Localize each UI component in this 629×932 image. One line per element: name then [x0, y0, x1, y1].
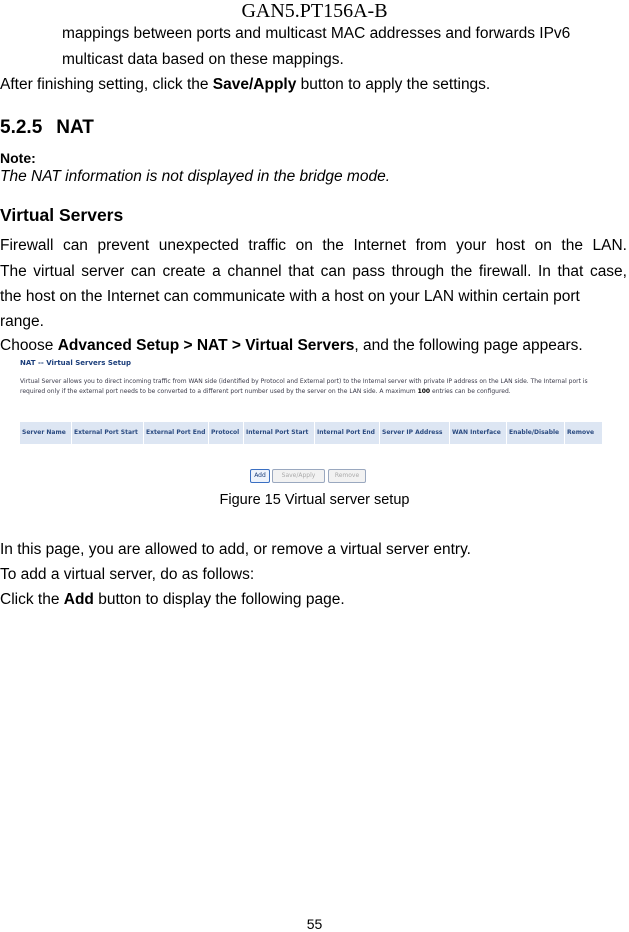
page-number: 55: [306, 916, 323, 932]
intro-line-1: mappings between ports and multicast MAC addresses and forwards IPv6: [62, 25, 571, 42]
table-header-row: [20, 422, 603, 445]
virtual-servers-table: [19, 421, 603, 445]
section-heading: 5.2.5 NAT: [0, 117, 94, 138]
column-header: Enable/Disable: [507, 422, 565, 445]
column-header: WAN Interface: [450, 422, 507, 445]
add-button[interactable]: Add: [250, 469, 270, 483]
figure-caption: Figure 15 Virtual server setup: [219, 492, 410, 508]
choose-instruction: Choose Advanced Setup > NAT > Virtual Servers, and the following page appears.: [0, 337, 583, 354]
column-header: Server Name: [20, 422, 72, 445]
menu-path: Advanced Setup > NAT > Virtual Servers: [57, 337, 355, 354]
body-line-2: To add a virtual server, do as follows:: [0, 566, 255, 583]
note-text: The NAT information is not displayed in the bridge mode.: [0, 168, 390, 185]
column-header: Protocol: [209, 422, 244, 445]
save-apply-button[interactable]: Save/Apply: [272, 469, 325, 483]
nat-description: Virtual Server allows you to direct incoming traffic from WAN side (identified by Protocol and External port) to the Internal server with private IP address on the LAN side. The Internal port is required only if the external port needs to be converted to a different port number used by the server on the LAN side. A maximum 100 entries can be configured.: [20, 378, 588, 395]
paragraph-line-3: the host on the Internet can communicate with a host on your LAN within certain port: [0, 288, 580, 305]
save-apply-term: Save/Apply: [212, 76, 297, 93]
remove-button[interactable]: Remove: [328, 469, 366, 483]
save-apply-instruction: After finishing setting, click the Save/Apply button to apply the settings.: [0, 76, 491, 93]
column-header: Remove: [565, 422, 603, 445]
column-header: External Port End: [144, 422, 209, 445]
column-header: Server IP Address: [380, 422, 450, 445]
column-header: External Port Start: [72, 422, 144, 445]
paragraph-line-2: The virtual server can create a channel that can pass through the firewall. In that case,: [0, 263, 627, 280]
paragraph-line-4: range.: [0, 313, 44, 330]
add-term: Add: [63, 591, 94, 608]
virtual-servers-screenshot: [18, 357, 603, 487]
subheading-virtual-servers: Virtual Servers: [0, 205, 124, 225]
document-header-title: GAN5.PT156A-B: [241, 0, 388, 22]
add-instruction: Click the Add button to display the following page.: [0, 591, 345, 608]
nat-page-title: NAT -- Virtual Servers Setup: [20, 359, 131, 367]
body-line-1: In this page, you are allowed to add, or remove a virtual server entry.: [0, 541, 471, 558]
column-header: Internal Port Start: [244, 422, 315, 445]
column-header: Internal Port End: [315, 422, 380, 445]
note-label: Note:: [0, 150, 36, 166]
intro-line-2: multicast data based on these mappings.: [62, 51, 344, 68]
paragraph-line-1: Firewall can prevent unexpected traffic on the Internet from your host on the LAN.: [0, 237, 627, 254]
